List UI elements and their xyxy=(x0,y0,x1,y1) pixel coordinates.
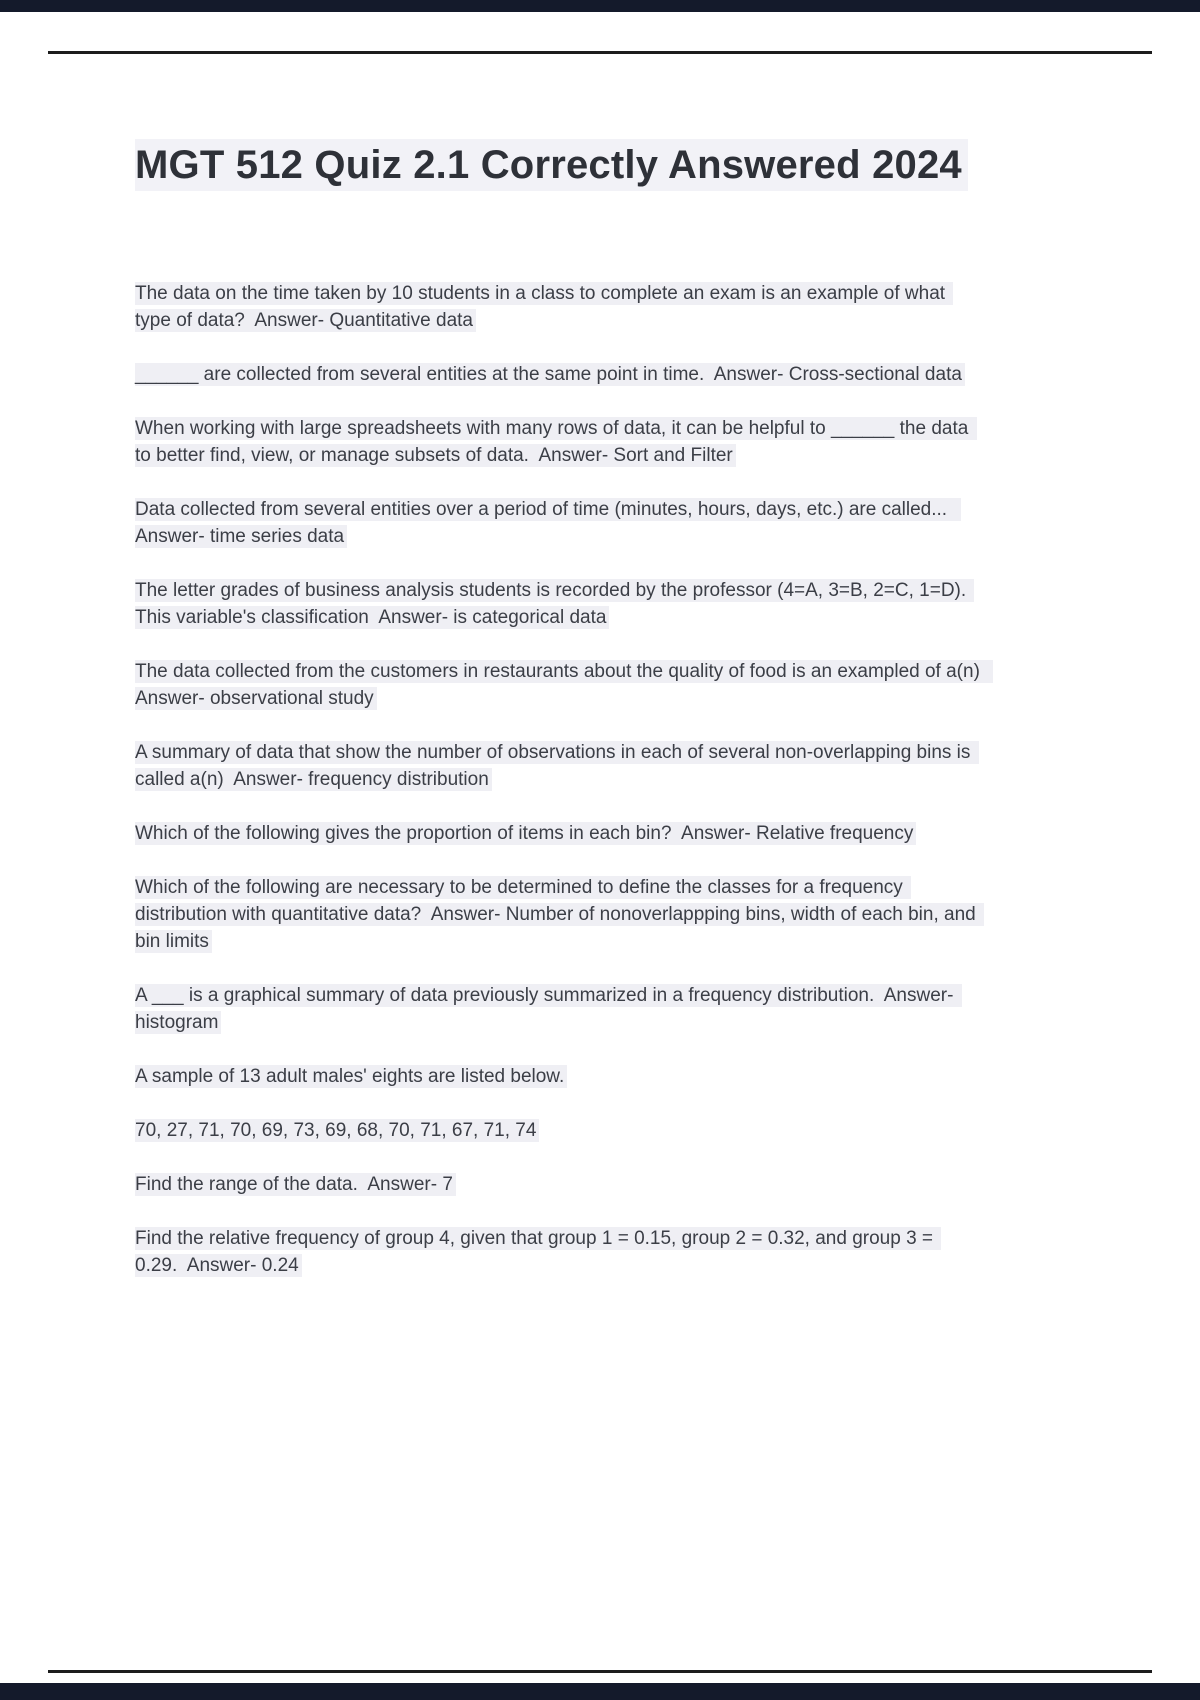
qa-item xyxy=(135,1225,980,1279)
qa-item-text: A summary of data that show the number of observations in each of several non-overlapping bins is called a(n) Answer- frequency distribution xyxy=(135,741,979,791)
qa-item xyxy=(135,1117,980,1144)
qa-item xyxy=(135,280,980,334)
document-title xyxy=(135,138,980,192)
qa-item xyxy=(135,415,980,469)
qa-item xyxy=(135,496,980,550)
qa-item-text: Find the relative frequency of group 4, given that group 1 = 0.15, group 2 = 0.32, and group 3 = 0.29. Answer- 0.24 xyxy=(135,1227,941,1277)
qa-item xyxy=(135,1063,980,1090)
qa-item-text: The data on the time taken by 10 students in a class to complete an exam is an example of what type of data? Answer- Quantitative data xyxy=(135,282,953,332)
page-rule-bottom xyxy=(48,1670,1152,1673)
qa-item-text: ______ are collected from several entities at the same point in time. Answer- Cross-sectional data xyxy=(135,363,965,386)
qa-item xyxy=(135,820,980,847)
qa-item-text: Which of the following are necessary to be determined to define the classes for a frequency distribution with quantitative data? Answer- Number of nonoverlappping bins, width of each bin, and bin limits xyxy=(135,876,984,953)
page-rule-top xyxy=(48,51,1152,54)
qa-item-text: Find the range of the data. Answer- 7 xyxy=(135,1173,456,1196)
top-border-bar xyxy=(0,0,1200,12)
document-title-text: MGT 512 Quiz 2.1 Correctly Answered 2024 xyxy=(135,139,968,191)
qa-item-text: When working with large spreadsheets with many rows of data, it can be helpful to ______ the data to better find, view, or manage subsets of data. Answer- Sort and Filter xyxy=(135,417,977,467)
qa-item xyxy=(135,1171,980,1198)
qa-item-text: 70, 27, 71, 70, 69, 73, 69, 68, 70, 71, 67, 71, 74 xyxy=(135,1119,539,1142)
qa-item xyxy=(135,361,980,388)
qa-item xyxy=(135,982,980,1036)
qa-item-text: A sample of 13 adult males' eights are listed below. xyxy=(135,1065,567,1088)
qa-item-text: Data collected from several entities over a period of time (minutes, hours, days, etc.) are called... Answer- time series data xyxy=(135,498,961,548)
qa-item xyxy=(135,658,991,712)
qa-item xyxy=(135,739,980,793)
qa-item-text: A ___ is a graphical summary of data previously summarized in a frequency distribution. Answer- histogram xyxy=(135,984,962,1034)
qa-item xyxy=(135,874,980,955)
qa-item-text: The data collected from the customers in restaurants about the quality of food is an exampled of a(n) Answer- observational study xyxy=(135,660,993,710)
qa-item-text: Which of the following gives the proportion of items in each bin? Answer- Relative frequency xyxy=(135,822,916,845)
qa-item xyxy=(135,577,980,631)
qa-item-text: The letter grades of business analysis students is recorded by the professor (4=A, 3=B, 2=C, 1=D). This variable's classification Answer- is categorical data xyxy=(135,579,974,629)
bottom-border-bar xyxy=(0,1683,1200,1700)
document-content xyxy=(135,138,991,1306)
